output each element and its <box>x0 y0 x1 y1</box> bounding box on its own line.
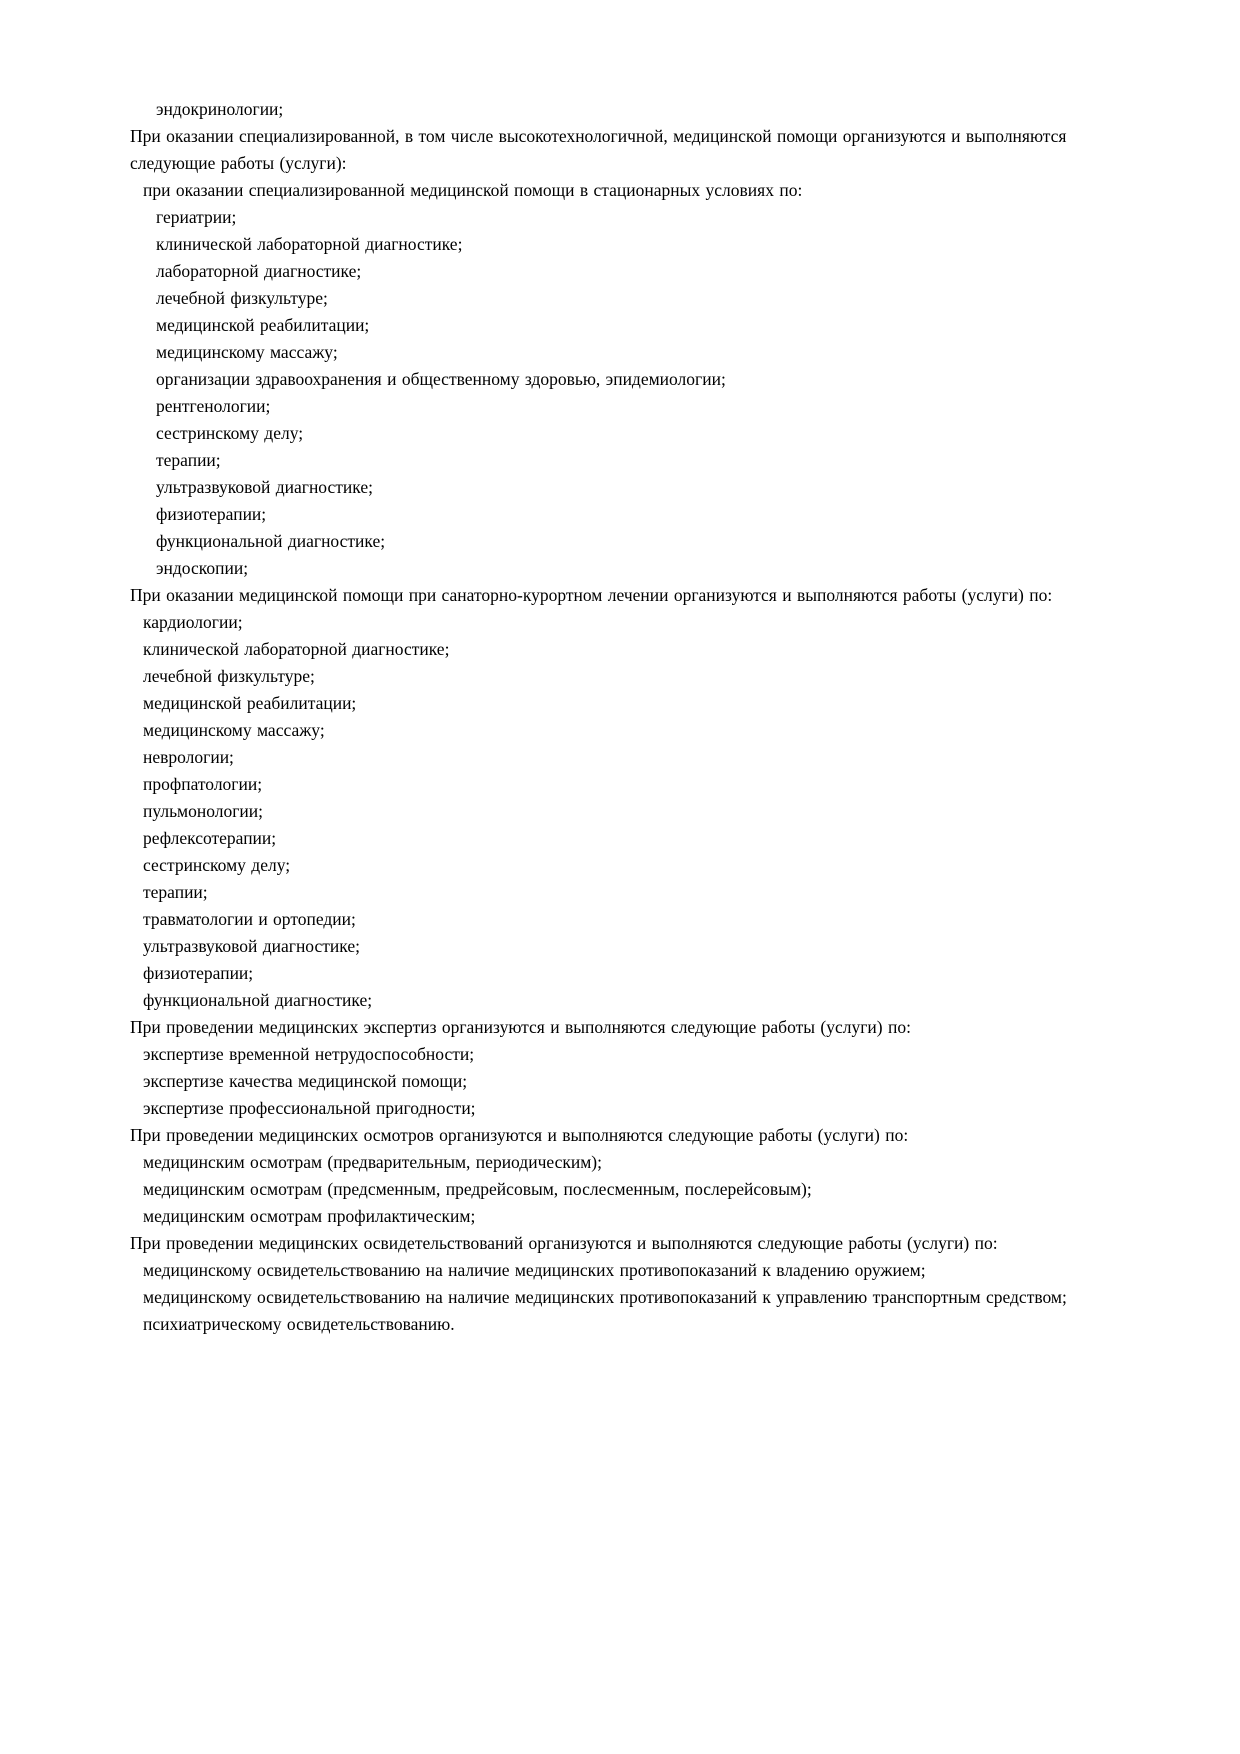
document-line: клинической лабораторной диагностике; <box>143 639 450 659</box>
document-line: кардиологии; <box>143 612 243 632</box>
document-line: клинической лабораторной диагностике; <box>156 234 463 254</box>
document-line: экспертизе профессиональной пригодности; <box>143 1098 476 1118</box>
document-line: лечебной физкультуре; <box>143 666 315 686</box>
document-line: медицинскому массажу; <box>156 342 338 362</box>
document-line: ультразвуковой диагностике; <box>156 477 373 497</box>
document-line: медицинским осмотрам (предсменным, предрейсовым, послесменным, послерейсовым); <box>143 1179 812 1199</box>
document-line: функциональной диагностике; <box>143 990 373 1010</box>
document-line: гериатрии; <box>156 207 237 227</box>
document-line: медицинским осмотрам (предварительным, периодическим); <box>143 1152 602 1172</box>
document-line: экспертизе временной нетрудоспособности; <box>143 1044 475 1064</box>
document-line: При проведении медицинских освидетельствований организуются и выполняются следующие работы (услуги) по: <box>130 1233 998 1253</box>
document-line: терапии; <box>156 450 221 470</box>
document-line: эндокринологии; <box>156 99 284 119</box>
document-line: экспертизе качества медицинской помощи; <box>143 1071 468 1091</box>
document-line: физиотерапии; <box>143 963 254 983</box>
document-line: медицинской реабилитации; <box>156 315 370 335</box>
document-line: медицинскому освидетельствованию на наличие медицинских противопоказаний к управлению транспортным средством; <box>143 1287 1067 1307</box>
document-line: пульмонологии; <box>143 801 264 821</box>
document-line: профпатологии; <box>143 774 263 794</box>
document-line: лабораторной диагностике; <box>156 261 362 281</box>
document-line: ультразвуковой диагностике; <box>143 936 360 956</box>
document-line: При проведении медицинских осмотров организуются и выполняются следующие работы (услуги) по: <box>130 1125 909 1145</box>
document-line: При оказании медицинской помощи при санаторно-курортном лечении организуются и выполняются работы (услуги) по: <box>130 585 1053 605</box>
document-text-body <box>130 96 1115 1338</box>
document-line: неврологии; <box>143 747 234 767</box>
document-line: травматологии и ортопедии; <box>143 909 356 929</box>
document-line: медицинским осмотрам профилактическим; <box>143 1206 476 1226</box>
document-line: сестринскому делу; <box>156 423 304 443</box>
document-line: при оказании специализированной медицинской помощи в стационарных условиях по: <box>143 180 803 200</box>
document-line: медицинскому освидетельствованию на наличие медицинских противопоказаний к владению оружием; <box>143 1260 926 1280</box>
document-line: медицинскому массажу; <box>143 720 325 740</box>
document-line: При оказании специализированной, в том числе высокотехнологичной, медицинской помощи организуются и выполняются следующие работы (услуги): <box>130 126 1067 173</box>
document-line: При проведении медицинских экспертиз организуются и выполняются следующие работы (услуги) по: <box>130 1017 911 1037</box>
document-line: лечебной физкультуре; <box>156 288 328 308</box>
document-line: рентгенологии; <box>156 396 271 416</box>
document-line: эндоскопии; <box>156 558 249 578</box>
document-line: терапии; <box>143 882 208 902</box>
document-line: организации здравоохранения и общественному здоровью, эпидемиологии; <box>156 369 726 389</box>
document-line: физиотерапии; <box>156 504 267 524</box>
document-line: функциональной диагностике; <box>156 531 386 551</box>
document-line: психиатрическому освидетельствованию. <box>143 1314 455 1334</box>
document-line: медицинской реабилитации; <box>143 693 357 713</box>
document-line: рефлексотерапии; <box>143 828 277 848</box>
document-line: сестринскому делу; <box>143 855 291 875</box>
